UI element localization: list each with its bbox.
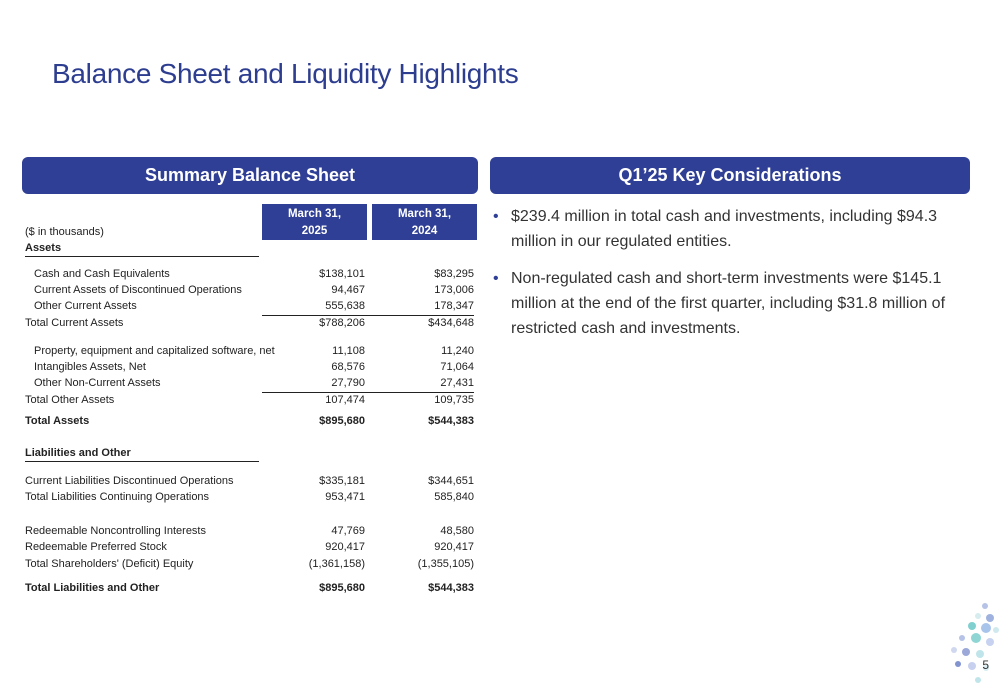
value-2025: 94,467 <box>331 284 365 296</box>
table-row <box>0 558 480 574</box>
value-2024: $344,651 <box>428 475 474 487</box>
table-row <box>0 300 480 316</box>
row-label: Total Shareholders' (Deficit) Equity <box>25 558 194 570</box>
key-considerations-header: Q1’25 Key Considerations <box>490 157 970 194</box>
row-label: Total Assets <box>25 415 90 427</box>
value-2024: (1,355,105) <box>417 558 474 570</box>
value-2025: $788,206 <box>319 317 365 329</box>
table-row <box>0 491 480 507</box>
row-label: Current Liabilities Discontinued Operations <box>25 475 234 487</box>
subtotal-rule <box>262 315 474 316</box>
row-label: Other Non-Current Assets <box>34 377 161 389</box>
list-item <box>493 204 968 254</box>
row-label: Total Liabilities and Other <box>25 582 160 594</box>
table-row <box>0 284 480 300</box>
column-header-2024 <box>372 204 477 240</box>
value-2025: $895,680 <box>319 415 365 427</box>
row-label: Total Current Assets <box>25 317 124 329</box>
row-label: Total Other Assets <box>25 394 115 406</box>
assets-section-heading: Assets <box>25 242 62 254</box>
summary-balance-sheet-header: Summary Balance Sheet <box>22 157 478 194</box>
table-row <box>0 475 480 491</box>
column-header-line: March 31, <box>397 208 452 220</box>
bullet-text: $239.4 million in total cash and investments, including $94.3 million in our regulated entities. <box>511 208 938 250</box>
value-2024: 27,431 <box>440 377 474 389</box>
value-2025: $335,181 <box>319 475 365 487</box>
value-2024: 920,417 <box>434 541 474 553</box>
table-row <box>0 361 480 377</box>
table-row <box>0 317 480 333</box>
value-2025: $895,680 <box>319 582 365 594</box>
table-row <box>0 377 480 393</box>
value-2025: 27,790 <box>331 377 365 389</box>
liabilities-section-heading: Liabilities and Other <box>25 447 131 459</box>
table-row <box>0 394 480 410</box>
value-2024: $83,295 <box>434 268 474 280</box>
bullet-icon: • <box>493 208 499 225</box>
key-considerations-list <box>493 204 968 353</box>
row-label: Current Assets of Discontinued Operations <box>34 284 242 296</box>
table-row <box>0 525 480 541</box>
value-2024: 109,735 <box>434 394 474 406</box>
value-2024: $544,383 <box>428 415 474 427</box>
bullet-text: Non-regulated cash and short-term investments were $145.1 million at the end of the first quarter, including $31.8 million of restricted cash and investments. <box>511 270 946 337</box>
row-label: Cash and Cash Equivalents <box>34 268 170 280</box>
units-label: ($ in thousands) <box>25 226 104 238</box>
table-row <box>0 415 480 431</box>
value-2025: 953,471 <box>325 491 365 503</box>
list-item <box>493 266 968 341</box>
balance-sheet-table <box>0 0 480 685</box>
value-2024: $544,383 <box>428 582 474 594</box>
table-row <box>0 582 480 598</box>
subtotal-rule <box>262 392 474 393</box>
value-2025: 11,108 <box>332 345 365 357</box>
value-2025: $138,101 <box>319 268 365 280</box>
row-label: Property, equipment and capitalized software, net <box>34 345 275 357</box>
row-label: Total Liabilities Continuing Operations <box>25 491 210 503</box>
value-2025: 920,417 <box>325 541 365 553</box>
column-header-line: 2025 <box>301 225 328 237</box>
table-row <box>0 345 480 361</box>
value-2024: $434,648 <box>428 317 474 329</box>
page-title: Balance Sheet and Liquidity Highlights <box>52 58 519 89</box>
value-2024: 48,580 <box>440 525 474 537</box>
page-number: 5 <box>982 658 989 672</box>
column-header-line: 2024 <box>411 225 438 237</box>
row-label: Intangibles Assets, Net <box>34 361 146 373</box>
value-2024: 178,347 <box>434 300 474 312</box>
value-2025: 555,638 <box>325 300 365 312</box>
value-2025: 107,474 <box>325 394 365 406</box>
value-2025: (1,361,158) <box>308 558 365 570</box>
row-label: Other Current Assets <box>34 300 137 312</box>
table-row <box>0 541 480 557</box>
value-2024: 173,006 <box>434 284 474 296</box>
column-header-line: March 31, <box>287 208 342 220</box>
value-2024: 11,240 <box>441 345 474 357</box>
row-label: Redeemable Preferred Stock <box>25 541 167 553</box>
table-row <box>0 268 480 284</box>
bullet-icon: • <box>493 270 499 287</box>
liabilities-underline <box>25 461 259 462</box>
value-2025: 68,576 <box>331 361 365 373</box>
value-2024: 585,840 <box>434 491 474 503</box>
value-2024: 71,064 <box>440 361 474 373</box>
value-2025: 47,769 <box>331 525 365 537</box>
column-header-2025 <box>262 204 367 240</box>
row-label: Redeemable Noncontrolling Interests <box>25 525 206 537</box>
assets-underline <box>25 256 259 257</box>
